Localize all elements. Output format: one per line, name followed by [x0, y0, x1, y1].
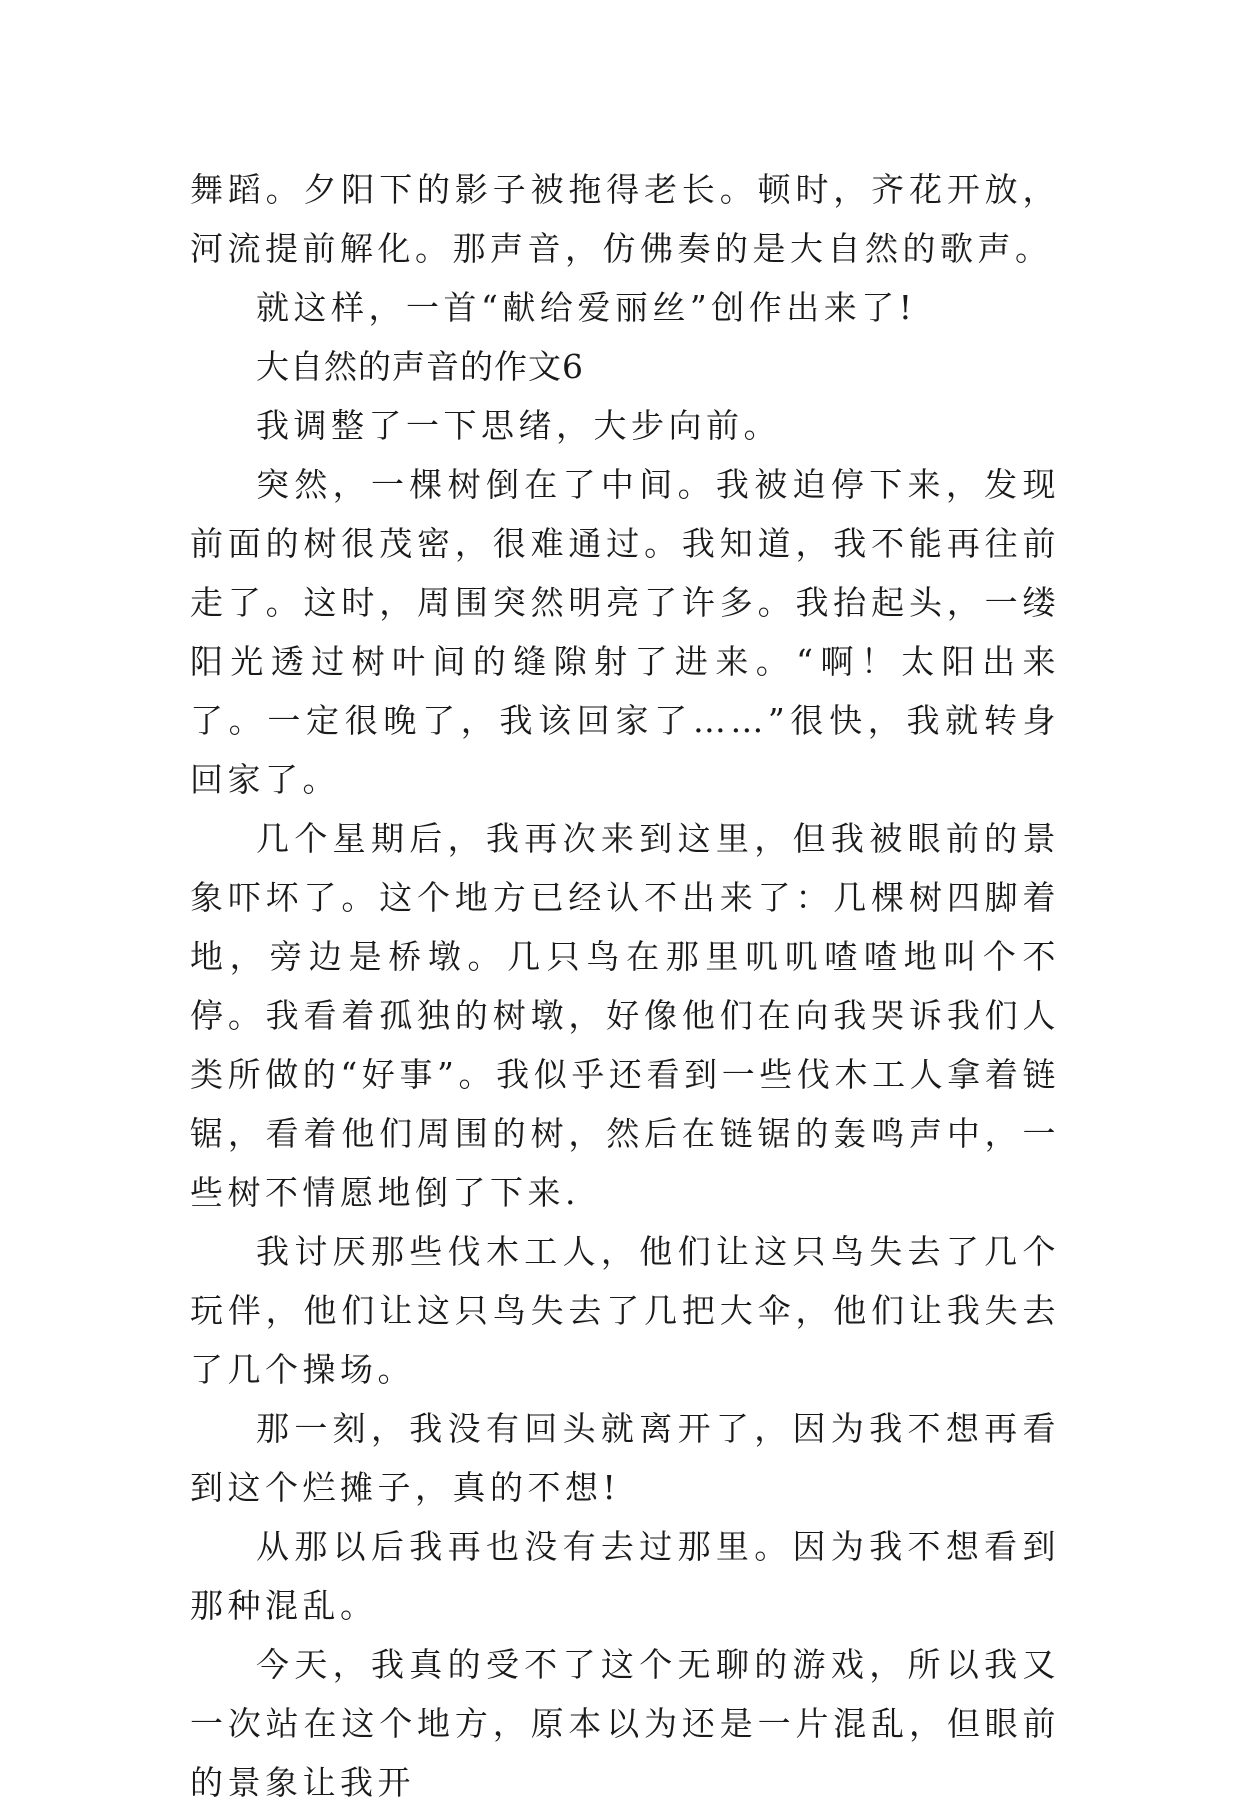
paragraph: 突然，一棵树倒在了中间。我被迫停下来，发现前面的树很茂密，很难通过。我知道，我不能再往前走了。这时，周围突然明亮了许多。我抬起头，一缕阳光透过树叶间的缝隙射了进来。“啊！太阳出来了。一定很晚了，我该回家了……”很快，我就转身回家了。 [190, 465, 1060, 799]
document-page [190, 160, 1060, 1812]
paragraph: 那一刻，我没有回头就离开了，因为我不想再看到这个烂摊子，真的不想! [190, 1409, 1060, 1507]
paragraph: 几个星期后，我再次来到这里，但我被眼前的景象吓坏了。这个地方已经认不出来了：几棵树四脚着地，旁边是桥墩。几只鸟在那里叽叽喳喳地叫个不停。我看着孤独的树墩，好像他们在向我哭诉我们人类所做的“好事”。我似乎还看到一些伐木工人拿着链锯，看着他们周围的树，然后在链锯的轰鸣声中，一些树不情愿地倒了下来. [190, 819, 1060, 1212]
paragraph-continued: 舞蹈。夕阳下的影子被拖得老长。顿时，齐花开放，河流提前解化。那声音，仿佛奏的是大自然的歌声。 [190, 170, 1060, 268]
paragraph: 就这样，一首“献给爱丽丝”创作出来了! [256, 288, 917, 327]
paragraph: 今天，我真的受不了这个无聊的游戏，所以我又一次站在这个地方，原本以为还是一片混乱，但眼前的景象让我开 [190, 1645, 1060, 1802]
section-title: 大自然的声音的作文6 [256, 347, 584, 386]
paragraph: 从那以后我再也没有去过那里。因为我不想看到那种混乱。 [190, 1527, 1060, 1625]
paragraph: 我讨厌那些伐木工人，他们让这只鸟失去了几个玩伴，他们让这只鸟失去了几把大伞，他们让我失去了几个操场。 [190, 1232, 1060, 1389]
paragraph: 我调整了一下思绪，大步向前。 [256, 406, 781, 445]
